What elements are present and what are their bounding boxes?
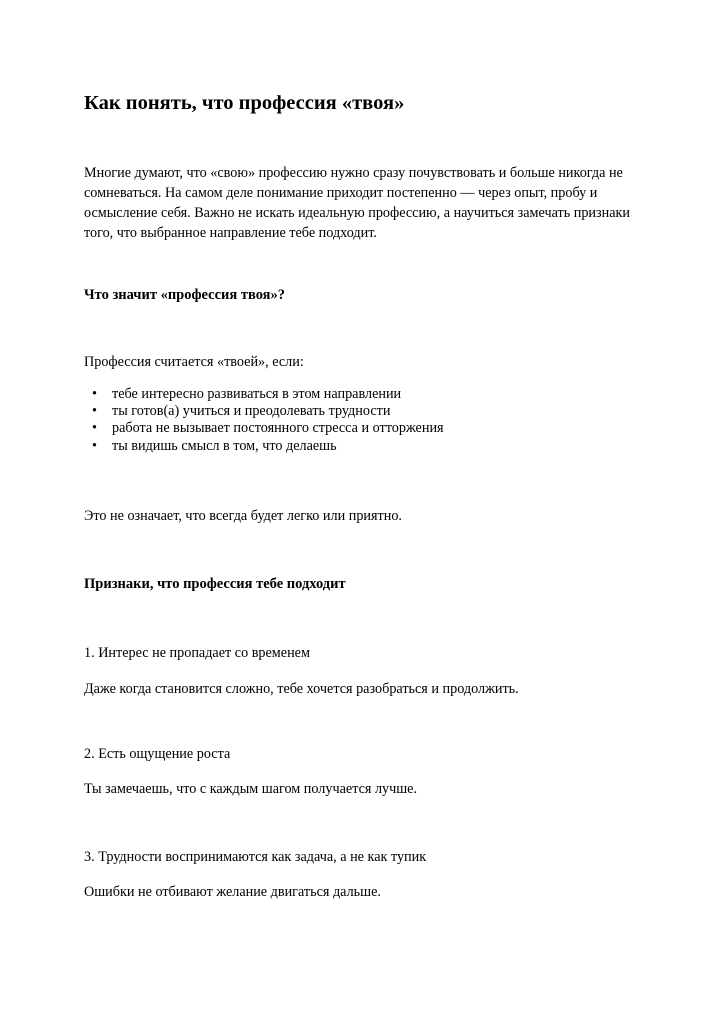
sign-title-2: 2. Есть ощущение роста: [84, 746, 231, 762]
sign-title-1: 1. Интерес не пропадает со временем: [84, 645, 310, 661]
list-item: [84, 420, 444, 437]
bullet-icon: •: [92, 403, 97, 420]
list-item-text: тебе интересно развиваться в этом направлении: [112, 386, 402, 402]
list-item-text: работа не вызывает постоянного стресса и отторжения: [112, 420, 444, 437]
sign-text-3: Ошибки не отбивают желание двигаться дальше.: [84, 884, 381, 900]
list-item-text: ты видишь смысл в том, что делаешь: [112, 437, 337, 454]
bullet-icon: •: [92, 386, 97, 402]
sign-title-3: 3. Трудности воспринимаются как задача, а не как тупик: [84, 849, 427, 865]
intro-paragraph: Многие думают, что «свою» профессию нужно сразу почувствовать и больше никогда не сомневаться. На самом деле понимание приходит постепенно — через опыт, пробу и осмысление себя. Важно не искать идеальную профессию, а научиться замечать признаки того, что выбранное направление тебе подходит.: [84, 165, 630, 241]
section-lead-text: Профессия считается «твоей», если:: [84, 354, 304, 370]
sign-text-1: Даже когда становится сложно, тебе хочется разобраться и продолжить.: [84, 681, 519, 697]
criteria-list: [84, 386, 444, 455]
section-heading-signs: Признаки, что профессия тебе подходит: [84, 576, 346, 592]
list-item: [84, 438, 444, 455]
list-item: [84, 386, 444, 403]
section-note-text: Это не означает, что всегда будет легко или приятно.: [84, 508, 402, 524]
page-title: Как понять, что профессия «твоя»: [84, 92, 405, 114]
section-heading-meaning: Что значит «профессия твоя»?: [84, 287, 286, 303]
bullet-icon: •: [92, 437, 97, 454]
bullet-icon: •: [92, 420, 97, 437]
sign-text-2: Ты замечаешь, что с каждым шагом получается лучше.: [84, 781, 418, 797]
list-item-text: ты готов(а) учиться и преодолевать трудности: [112, 403, 391, 420]
list-item: [84, 403, 444, 420]
